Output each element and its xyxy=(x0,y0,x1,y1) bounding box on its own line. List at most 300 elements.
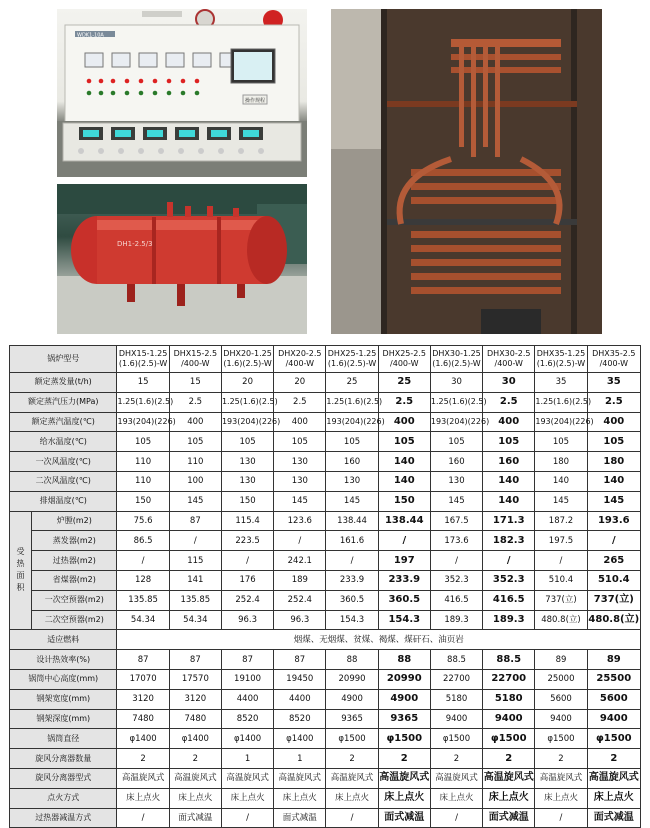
spec-value-cell: φ1500 xyxy=(430,729,482,749)
spec-value-cell: 145 xyxy=(430,491,482,511)
spec-value-cell: 25 xyxy=(326,373,378,393)
spec-value-cell: 2 xyxy=(587,749,640,769)
spec-value-cell: 480.8(立) xyxy=(535,610,587,630)
spec-value-cell: 19100 xyxy=(221,669,273,689)
model-name-line: DHX20-1.25 xyxy=(223,349,272,358)
spec-value-cell: 130 xyxy=(274,452,326,472)
spec-row xyxy=(10,373,641,393)
spec-value-cell: 360.5 xyxy=(326,590,378,610)
spec-value-cell: 96.3 xyxy=(221,610,273,630)
spec-row xyxy=(10,729,641,749)
spec-value-cell: 19450 xyxy=(274,669,326,689)
spec-value-cell: 150 xyxy=(378,491,430,511)
spec-value-cell: 9400 xyxy=(430,709,482,729)
spec-value-cell: 35 xyxy=(535,373,587,393)
model-name-line: DHX30-2.5 xyxy=(487,349,531,358)
model-name-line: DHX25-2.5 xyxy=(382,349,426,358)
spec-value-cell: 223.5 xyxy=(221,531,273,551)
spec-value-cell: 4400 xyxy=(221,689,273,709)
spec-value-cell: 30 xyxy=(483,373,535,393)
spec-value-cell: 4900 xyxy=(378,689,430,709)
model-name-line: DHX35-1.25 xyxy=(536,349,586,358)
spec-value-cell: 高温旋风式 xyxy=(117,768,169,788)
spec-value-cell: 20 xyxy=(274,373,326,393)
spec-row-label: 额定蒸汽压力(MPa) xyxy=(10,392,117,412)
spec-value-cell: 140 xyxy=(378,471,430,491)
spec-value-cell: 床上点火 xyxy=(378,788,430,808)
spec-value-cell: 床上点火 xyxy=(483,788,535,808)
spec-value-cell: 1.25(1.6)(2.5) xyxy=(535,392,587,412)
spec-value-cell: 20990 xyxy=(378,669,430,689)
spec-value-cell: 87 xyxy=(221,650,273,670)
spec-value-cell: 2 xyxy=(378,749,430,769)
spec-row xyxy=(10,650,641,670)
spec-row-label: 钢架深度(mm) xyxy=(10,709,117,729)
spec-row-label: 锅筒中心高度(mm) xyxy=(10,669,117,689)
spec-row-label: 适应燃料 xyxy=(10,630,117,650)
group-label-char: 受 xyxy=(16,547,25,557)
spec-value-cell: 9400 xyxy=(535,709,587,729)
spec-value-cell: 265 xyxy=(587,551,640,571)
spec-row-label: 点火方式 xyxy=(10,788,117,808)
spec-value-cell: 床上点火 xyxy=(535,788,587,808)
svg-text:操作规程: 操作规程 xyxy=(245,98,266,104)
heating-surface-row xyxy=(10,531,641,551)
spec-value-cell: 17570 xyxy=(169,669,221,689)
spec-value-cell: 床上点火 xyxy=(117,788,169,808)
spec-value-cell: 2 xyxy=(483,749,535,769)
spec-value-cell: 130 xyxy=(430,471,482,491)
model-name-line: (1.6)(2.5)-W xyxy=(536,359,586,368)
spec-value-cell: 3120 xyxy=(169,689,221,709)
spec-value-cell: 87 xyxy=(169,511,221,531)
spec-value-cell: 737(立) xyxy=(535,590,587,610)
spec-value-cell: / xyxy=(430,551,482,571)
spec-value-cell: 173.6 xyxy=(430,531,482,551)
spec-value-cell: 160 xyxy=(326,452,378,472)
spec-value-cell: 20 xyxy=(221,373,273,393)
spec-value-cell: 4900 xyxy=(326,689,378,709)
spec-row xyxy=(10,669,641,689)
spec-value-cell: 20990 xyxy=(326,669,378,689)
spec-value-cell: 400 xyxy=(274,412,326,432)
spec-value-cell: 床上点火 xyxy=(326,788,378,808)
spec-value-cell: 105 xyxy=(378,432,430,452)
heating-surface-row xyxy=(10,610,641,630)
spec-value-cell: 105 xyxy=(587,432,640,452)
spec-value-cell: 145 xyxy=(169,491,221,511)
spec-value-cell: 138.44 xyxy=(378,511,430,531)
spec-value-cell: 130 xyxy=(221,452,273,472)
spec-value-cell: 87 xyxy=(274,650,326,670)
spec-value-cell: / xyxy=(378,531,430,551)
model-name-cell xyxy=(535,346,587,373)
spec-row xyxy=(10,432,641,452)
spec-row xyxy=(10,689,641,709)
spec-value-cell: / xyxy=(326,808,378,828)
spec-value-cell: 面式减温 xyxy=(378,808,430,828)
model-name-line: (1.6)(2.5)-W xyxy=(327,359,377,368)
spec-value-cell: φ1500 xyxy=(326,729,378,749)
spec-value-cell: 105 xyxy=(117,432,169,452)
spec-value-cell: 197.5 xyxy=(535,531,587,551)
model-name-line: /400-W xyxy=(285,359,315,368)
heating-surface-row xyxy=(10,551,641,571)
spec-value-cell: 3120 xyxy=(117,689,169,709)
spec-value-cell: 2.5 xyxy=(169,392,221,412)
spec-row-label: 过热器(m2) xyxy=(32,551,117,571)
heating-surface-row xyxy=(10,511,641,531)
spec-row xyxy=(10,709,641,729)
group-label-char: 面 xyxy=(16,571,25,581)
spec-value-cell: 2 xyxy=(169,749,221,769)
spec-value-cell: 130 xyxy=(274,471,326,491)
spec-value-cell: 189.3 xyxy=(483,610,535,630)
spec-value-cell: 8520 xyxy=(221,709,273,729)
spec-value-cell: 193(204)(226) xyxy=(535,412,587,432)
spec-value-cell: 352.3 xyxy=(430,570,482,590)
model-name-cell xyxy=(169,346,221,373)
spec-value-cell: / xyxy=(483,551,535,571)
spec-value-cell: 135.85 xyxy=(117,590,169,610)
spec-value-cell: 510.4 xyxy=(535,570,587,590)
spec-value-cell: 高温旋风式 xyxy=(587,768,640,788)
spec-value-cell: 1.25(1.6)(2.5) xyxy=(326,392,378,412)
spec-value-cell: 115.4 xyxy=(221,511,273,531)
spec-row-label: 锅筒直径 xyxy=(10,729,117,749)
spec-value-cell: 140 xyxy=(535,471,587,491)
spec-value-cell: 2.5 xyxy=(483,392,535,412)
boiler-piping-photo xyxy=(331,9,602,334)
spec-value-cell: 737(立) xyxy=(587,590,640,610)
spec-value-cell: 2 xyxy=(535,749,587,769)
model-name-cell xyxy=(326,346,378,373)
spec-value-cell: 105 xyxy=(326,432,378,452)
model-name-line: DHX20-2.5 xyxy=(278,349,322,358)
spec-value-cell: 8520 xyxy=(274,709,326,729)
spec-value-cell: 25 xyxy=(378,373,430,393)
spec-value-cell: 193(204)(226) xyxy=(117,412,169,432)
spec-value-cell: 400 xyxy=(587,412,640,432)
spec-value-cell: 高温旋风式 xyxy=(535,768,587,788)
spec-value-cell: 床上点火 xyxy=(169,788,221,808)
spec-row xyxy=(10,788,641,808)
model-name-line: DHX15-2.5 xyxy=(173,349,218,358)
spec-value-cell: 167.5 xyxy=(430,511,482,531)
boiler-spec-table xyxy=(9,345,641,828)
spec-value-cell: 233.9 xyxy=(378,570,430,590)
spec-value-cell: 面式减温 xyxy=(483,808,535,828)
spec-value-cell: 1 xyxy=(274,749,326,769)
spec-row xyxy=(10,749,641,769)
spec-value-cell: 189 xyxy=(274,570,326,590)
model-name-line: DHX15-1.25 xyxy=(118,349,168,358)
spec-value-cell: 360.5 xyxy=(378,590,430,610)
model-name-line: DHX35-2.5 xyxy=(592,349,636,358)
spec-value-cell: 400 xyxy=(169,412,221,432)
model-name-cell xyxy=(587,346,640,373)
spec-value-cell: / xyxy=(169,531,221,551)
spec-row-label: 钢架宽度(mm) xyxy=(10,689,117,709)
spec-value-cell: 233.9 xyxy=(326,570,378,590)
model-name-line: /400-W xyxy=(494,359,523,368)
group-label-char: 积 xyxy=(16,583,25,593)
control-panel-photo xyxy=(57,9,307,177)
spec-row-label: 一次风温度(℃) xyxy=(10,452,117,472)
spec-value-cell: 35 xyxy=(587,373,640,393)
spec-value-cell: 22700 xyxy=(483,669,535,689)
spec-value-cell: 高温旋风式 xyxy=(274,768,326,788)
spec-value-cell: 2.5 xyxy=(378,392,430,412)
spec-value-cell: φ1400 xyxy=(117,729,169,749)
spec-row xyxy=(10,768,641,788)
spec-value-cell: 54.34 xyxy=(117,610,169,630)
spec-value-cell: φ1400 xyxy=(274,729,326,749)
spec-value-cell: 105 xyxy=(221,432,273,452)
spec-value-cell: 9365 xyxy=(378,709,430,729)
spec-row xyxy=(10,491,641,511)
spec-value-cell: 100 xyxy=(169,471,221,491)
spec-value-cell: 2 xyxy=(430,749,482,769)
spec-value-cell: 145 xyxy=(587,491,640,511)
spec-value-cell: 110 xyxy=(117,471,169,491)
spec-value-cell: 150 xyxy=(117,491,169,511)
spec-row-label: 二次空预器(m2) xyxy=(32,610,117,630)
model-name-line: /400-W xyxy=(390,359,419,368)
heating-surface-row xyxy=(10,570,641,590)
spec-value-cell: 145 xyxy=(326,491,378,511)
spec-value-cell: / xyxy=(587,531,640,551)
spec-value-cell: 105 xyxy=(483,432,535,452)
spec-value-cell: 5180 xyxy=(483,689,535,709)
spec-value-cell: 9400 xyxy=(587,709,640,729)
spec-value-cell: 140 xyxy=(483,471,535,491)
spec-value-cell: 187.2 xyxy=(535,511,587,531)
spec-row-label: 给水温度(℃) xyxy=(10,432,117,452)
spec-row-label: 额定蒸汽温度(℃) xyxy=(10,412,117,432)
spec-row-label: 过热器减温方式 xyxy=(10,808,117,828)
spec-value-cell: 高温旋风式 xyxy=(430,768,482,788)
model-name-cell xyxy=(378,346,430,373)
spec-value-cell: 171.3 xyxy=(483,511,535,531)
spec-value-cell: 88.5 xyxy=(430,650,482,670)
spec-value-cell: 25000 xyxy=(535,669,587,689)
spec-value-cell: 105 xyxy=(535,432,587,452)
spec-row-label: 省煤器(m2) xyxy=(32,570,117,590)
tank-photo xyxy=(57,184,307,334)
model-name-line: /400-W xyxy=(599,359,629,368)
spec-value-cell: 154.3 xyxy=(326,610,378,630)
spec-value-cell: 252.4 xyxy=(221,590,273,610)
model-name-line: (1.6)(2.5)-W xyxy=(118,359,168,368)
spec-value-cell: 2 xyxy=(326,749,378,769)
spec-value-cell: 510.4 xyxy=(587,570,640,590)
spec-value-cell: 15 xyxy=(169,373,221,393)
spec-value-cell: 1.25(1.6)(2.5) xyxy=(430,392,482,412)
spec-value-cell: φ1500 xyxy=(378,729,430,749)
spec-value-cell: / xyxy=(274,531,326,551)
spec-value-cell: 88 xyxy=(378,650,430,670)
spec-value-cell: φ1500 xyxy=(587,729,640,749)
spec-value-cell: 140 xyxy=(483,491,535,511)
spec-value-cell: 145 xyxy=(535,491,587,511)
spec-value-cell: 145 xyxy=(274,491,326,511)
spec-value-cell: 193(204)(226) xyxy=(221,412,273,432)
model-name-line: /400-W xyxy=(181,359,210,368)
spec-value-cell: 130 xyxy=(221,471,273,491)
spec-value-cell: 154.3 xyxy=(378,610,430,630)
spec-value-cell: 面式减温 xyxy=(274,808,326,828)
spec-row-label: 旋风分离器数量 xyxy=(10,749,117,769)
model-header-label: 锅炉型号 xyxy=(10,346,117,373)
spec-row-label: 炉膛(m2) xyxy=(32,511,117,531)
model-name-cell xyxy=(221,346,273,373)
model-header-row xyxy=(10,346,641,373)
spec-value-cell: 5600 xyxy=(535,689,587,709)
spec-value-cell: 2.5 xyxy=(587,392,640,412)
spec-value-cell: 9365 xyxy=(326,709,378,729)
spec-value-cell: 5180 xyxy=(430,689,482,709)
spec-value-cell: / xyxy=(117,551,169,571)
fuel-value-cell: 烟煤、无烟煤、贫煤、褐煤、煤矸石、油页岩 xyxy=(117,630,641,650)
spec-value-cell: 87 xyxy=(117,650,169,670)
spec-value-cell: 182.3 xyxy=(483,531,535,551)
spec-value-cell: 7480 xyxy=(169,709,221,729)
spec-value-cell: 141 xyxy=(169,570,221,590)
spec-row-label: 一次空预器(m2) xyxy=(32,590,117,610)
spec-value-cell: 150 xyxy=(221,491,273,511)
spec-row xyxy=(10,412,641,432)
model-name-line: (1.6)(2.5)-W xyxy=(223,359,272,368)
fuel-row xyxy=(10,630,641,650)
spec-value-cell: 130 xyxy=(326,471,378,491)
spec-value-cell: / xyxy=(326,551,378,571)
spec-value-cell: 75.6 xyxy=(117,511,169,531)
spec-value-cell: 105 xyxy=(274,432,326,452)
spec-value-cell: 105 xyxy=(430,432,482,452)
spec-value-cell: 480.8(立) xyxy=(587,610,640,630)
spec-value-cell: 180 xyxy=(535,452,587,472)
spec-value-cell: 1.25(1.6)(2.5) xyxy=(221,392,273,412)
model-name-line: DHX25-1.25 xyxy=(327,349,377,358)
spec-row-label: 排烟温度(℃) xyxy=(10,491,117,511)
spec-value-cell: 105 xyxy=(169,432,221,452)
spec-value-cell: 30 xyxy=(430,373,482,393)
spec-value-cell: 193(204)(226) xyxy=(430,412,482,432)
spec-value-cell: 4400 xyxy=(274,689,326,709)
spec-value-cell: 252.4 xyxy=(274,590,326,610)
spec-value-cell: 1.25(1.6)(2.5) xyxy=(117,392,169,412)
spec-value-cell: 22700 xyxy=(430,669,482,689)
spec-value-cell: 9400 xyxy=(483,709,535,729)
spec-value-cell: 193.6 xyxy=(587,511,640,531)
spec-value-cell: 高温旋风式 xyxy=(483,768,535,788)
spec-value-cell: 2.5 xyxy=(274,392,326,412)
spec-value-cell: 160 xyxy=(430,452,482,472)
spec-value-cell: 86.5 xyxy=(117,531,169,551)
spec-value-cell: 400 xyxy=(483,412,535,432)
spec-value-cell: 面式减温 xyxy=(169,808,221,828)
spec-value-cell: 高温旋风式 xyxy=(169,768,221,788)
spec-row-label: 旋风分离器型式 xyxy=(10,768,117,788)
spec-value-cell: 17070 xyxy=(117,669,169,689)
spec-value-cell: φ1400 xyxy=(221,729,273,749)
spec-value-cell: 7480 xyxy=(117,709,169,729)
spec-value-cell: 89 xyxy=(587,650,640,670)
spec-value-cell: 15 xyxy=(117,373,169,393)
spec-value-cell: 床上点火 xyxy=(274,788,326,808)
spec-value-cell: 193(204)(226) xyxy=(326,412,378,432)
group-label-char: 热 xyxy=(16,559,25,569)
spec-value-cell: / xyxy=(535,808,587,828)
model-name-cell xyxy=(483,346,535,373)
spec-value-cell: 110 xyxy=(117,452,169,472)
spec-value-cell: / xyxy=(221,551,273,571)
spec-value-cell: 115 xyxy=(169,551,221,571)
heating-surface-row xyxy=(10,590,641,610)
spec-value-cell: 176 xyxy=(221,570,273,590)
spec-value-cell: 140 xyxy=(378,452,430,472)
spec-value-cell: φ1500 xyxy=(535,729,587,749)
spec-value-cell: 123.6 xyxy=(274,511,326,531)
spec-value-cell: 416.5 xyxy=(483,590,535,610)
spec-value-cell: 88.5 xyxy=(483,650,535,670)
spec-row-label: 二次风温度(℃) xyxy=(10,471,117,491)
spec-value-cell: 197 xyxy=(378,551,430,571)
spec-value-cell: 242.1 xyxy=(274,551,326,571)
spec-value-cell: 5600 xyxy=(587,689,640,709)
heating-surface-group-label xyxy=(10,511,32,630)
spec-value-cell: 110 xyxy=(169,452,221,472)
spec-value-cell: / xyxy=(535,551,587,571)
spec-value-cell: 床上点火 xyxy=(221,788,273,808)
spec-value-cell: 87 xyxy=(169,650,221,670)
spec-row-label: 蒸发器(m2) xyxy=(32,531,117,551)
model-name-cell xyxy=(117,346,169,373)
spec-value-cell: 135.85 xyxy=(169,590,221,610)
spec-value-cell: 416.5 xyxy=(430,590,482,610)
model-name-cell xyxy=(430,346,482,373)
svg-text:WDK1-10A: WDK1-10A xyxy=(77,32,104,39)
spec-row-label: 设计热效率(%) xyxy=(10,650,117,670)
spec-value-cell: 25500 xyxy=(587,669,640,689)
spec-value-cell: 160 xyxy=(483,452,535,472)
spec-value-cell: 140 xyxy=(587,471,640,491)
spec-row xyxy=(10,471,641,491)
spec-value-cell: 189.3 xyxy=(430,610,482,630)
spec-value-cell: 138.44 xyxy=(326,511,378,531)
spec-value-cell: 2 xyxy=(117,749,169,769)
spec-table-body xyxy=(10,346,641,828)
model-name-cell xyxy=(274,346,326,373)
model-name-line: (1.6)(2.5)-W xyxy=(432,359,481,368)
spec-value-cell: 128 xyxy=(117,570,169,590)
spec-value-cell: φ1500 xyxy=(483,729,535,749)
model-name-line: DHX30-1.25 xyxy=(432,349,481,358)
spec-value-cell: / xyxy=(117,808,169,828)
spec-value-cell: 352.3 xyxy=(483,570,535,590)
spec-value-cell: 床上点火 xyxy=(430,788,482,808)
spec-value-cell: 床上点火 xyxy=(587,788,640,808)
spec-value-cell: 88 xyxy=(326,650,378,670)
spec-value-cell: 高温旋风式 xyxy=(221,768,273,788)
spec-value-cell: 面式减温 xyxy=(587,808,640,828)
spec-row xyxy=(10,808,641,828)
spec-value-cell: / xyxy=(221,808,273,828)
spec-value-cell: 高温旋风式 xyxy=(326,768,378,788)
spec-row-label: 额定蒸发量(t/h) xyxy=(10,373,117,393)
spec-value-cell: 400 xyxy=(378,412,430,432)
